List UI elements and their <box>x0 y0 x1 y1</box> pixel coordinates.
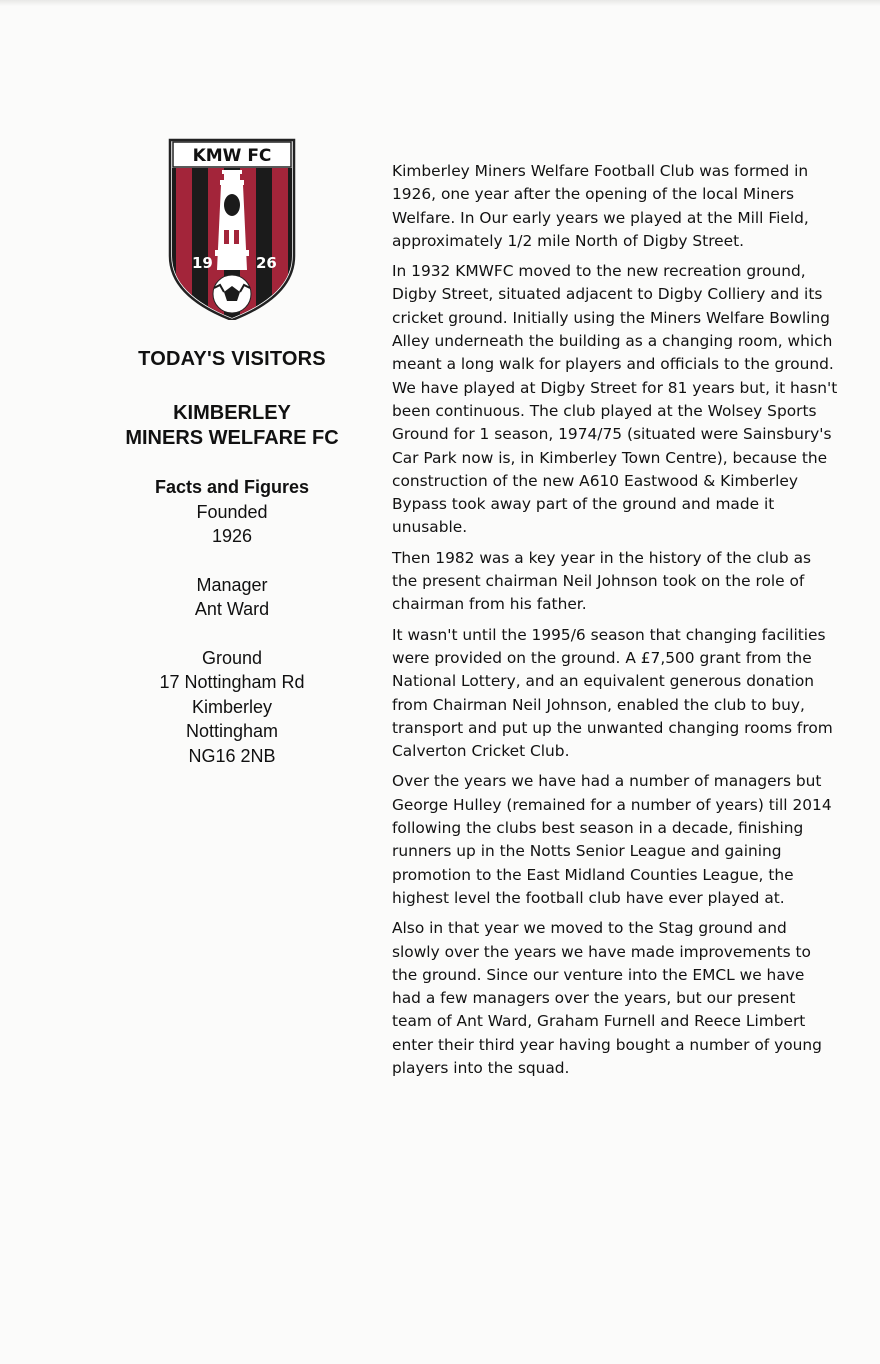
ground-address-line: NG16 2NB <box>188 745 276 766</box>
crest-banner-text: KMW FC <box>192 146 272 166</box>
ground-address-line: 17 Nottingham Rd <box>159 672 305 692</box>
sidebar <box>110 138 354 768</box>
manager-label: Manager <box>196 574 268 595</box>
crest-year-right: 26 <box>256 254 277 272</box>
ground-label: Ground <box>201 647 263 668</box>
club-name-line: KIMBERLEY <box>173 402 291 424</box>
page-edge <box>0 0 880 6</box>
founded-value: 1926 <box>211 526 253 546</box>
ground-address-line: Kimberley <box>191 696 273 717</box>
article-paragraph: Also in that year we moved to the Stag ground and slowly over the years we have made improvements to the ground. Since our venture into the EMCL we have had a few managers over the years, but our present team of Ant Ward, Graham Furnell and Reece Limbert enter their third year having bought a number of young players into the squad. <box>392 919 822 1077</box>
article-paragraph: In 1932 KMWFC moved to the new recreation ground, Digby Street, situated adjacent to Digby Colliery and its cricket ground. Initially using the Miners Welfare Bowling Alley underneath the building as a changing room, which meant a long walk for players and officials to the ground. We have played at Digby Street for 81 years but, it hasn't been continuous. The club played at the Wolsey Sports Ground for 1 season, 1974/75 (situated were Sainsbury's Car Park now is, in Kimberley Town Centre), because the construction of the new A610 Eastwood & Kimberley Bypass took away part of the ground and made it unusable. <box>392 262 838 537</box>
article-paragraph: It wasn't until the 1995/6 season that changing facilities were provided on the ground. A £7,500 grant from the National Lottery, and an equivalent generous donation from Chairman Neil Johnson, enabled the club to buy, transport and put up the unwanted changing rooms from Calverton Cricket Club. <box>392 625 833 761</box>
visitors-heading: TODAY'S VISITORS <box>138 348 326 370</box>
facts-heading: Facts and Figures <box>154 477 310 497</box>
club-history-article <box>392 160 838 1087</box>
founded-label: Founded <box>196 501 268 522</box>
colliery-tower-icon <box>215 170 249 270</box>
club-name <box>110 401 354 451</box>
club-crest-logo <box>168 138 296 320</box>
club-name-line: MINERS WELFARE FC <box>125 427 339 449</box>
article-paragraph: Kimberley Miners Welfare Football Club was formed in 1926, one year after the opening of the local Miners Welfare. In Our early years we played at the Mill Field, approximately 1/2 mile North of Digby Street. <box>392 162 809 250</box>
article-paragraph: Over the years we have had a number of managers but George Hulley (remained for a number of years) till 2014 following the clubs best season in a decade, finishing runners up in the Notts Senior League and gaining promotion to the East Midland Counties League, the highest level the football club have ever played at. <box>392 772 832 907</box>
crest-year-left: 19 <box>192 254 213 272</box>
facts-and-figures <box>110 475 354 768</box>
manager-value: Ant Ward <box>194 599 270 619</box>
ground-address-line: Nottingham <box>185 721 279 741</box>
article-paragraph: Then 1982 was a key year in the history of the club as the present chairman Neil Johnson took on the role of chairman from his father. <box>392 548 812 614</box>
football-icon <box>213 275 251 313</box>
